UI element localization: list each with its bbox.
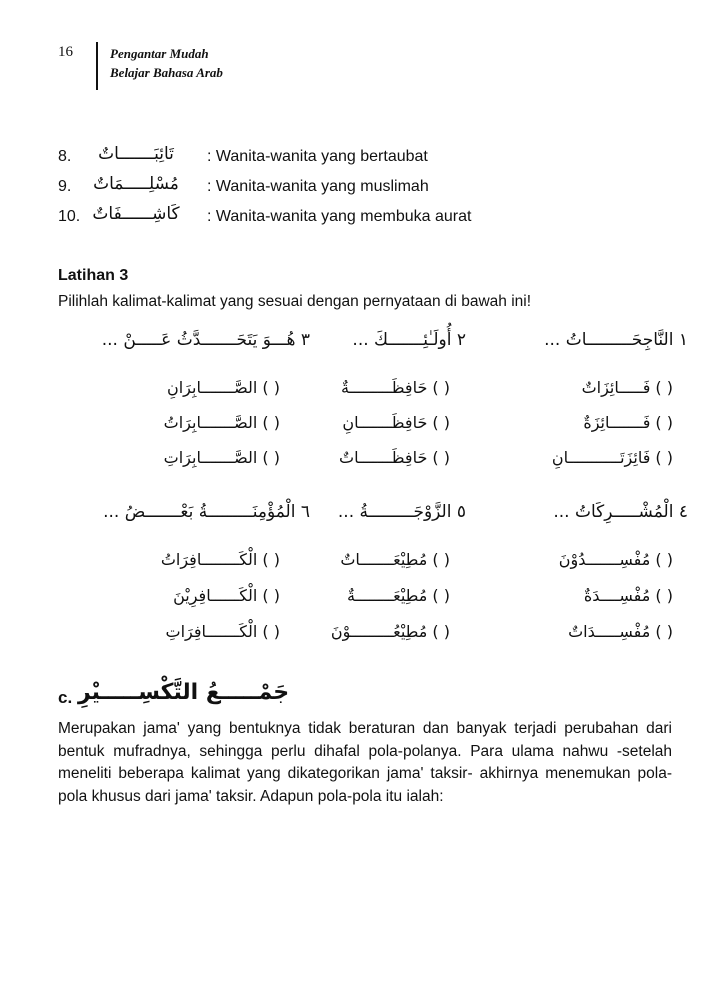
question-2: ٢ أُولَـٰئِـــــــكَ ...: [352, 330, 466, 350]
option[interactable]: ( ) الْكَــــــافِرِيْنَ: [173, 586, 280, 605]
option[interactable]: ( ) فَـــــائِزَاتٌ: [581, 378, 673, 397]
option[interactable]: ( ) مُطِيْعَــــــــةٌ: [347, 586, 450, 605]
vocab-meaning: : Wanita-wanita yang muslimah: [207, 178, 429, 195]
page-number: 16: [58, 44, 73, 60]
option[interactable]: ( ) فَائِزَتَـــــــــــانِ: [551, 448, 673, 467]
section-letter: c.: [58, 688, 73, 707]
vocab-number: 10.: [58, 208, 81, 225]
option[interactable]: ( ) حَافِظَـــــــاتٌ: [339, 448, 450, 467]
option[interactable]: ( ) الصَّـــــــابِرَاتِ: [163, 448, 280, 467]
option[interactable]: ( ) مُطِيْعَـــــــاتٌ: [340, 550, 450, 569]
vocab-meaning: : Wanita-wanita yang bertaubat: [207, 148, 428, 165]
vocab-arabic: تَائِبَـــــــاتٌ: [98, 144, 174, 164]
question-3: ٣ هُـــوَ يَتَحَـــــــدَّثُ عَـــــنْ ...: [101, 330, 310, 350]
section-paragraph: Merupakan jama' yang bentuknya tidak beraturan dan banyak terjadi perubahan dari bentuk mufradnya, sehingga perlu dihafal pola-polanya. Para ulama nahwu -setelah meneliti beberapa kalimat yang dikategorikan jama' taksir- akhirnya menemukan pola-pola khusus dari jama' taksir. Adapun pola-pola itu ialah:: [58, 720, 672, 805]
vocab-arabic: كَاشِــــــفَاتٌ: [92, 204, 180, 224]
option[interactable]: ( ) مُفْسِـــــــدُوْنَ: [558, 550, 673, 569]
option[interactable]: ( ) حَافِظَـــــــــةٌ: [341, 378, 450, 397]
vocab-arabic: مُسْلِـــــمَاتٌ: [93, 174, 179, 194]
option[interactable]: ( ) الصَّـــــــابِرَاتُ: [163, 413, 280, 432]
vocab-number: 9.: [58, 178, 72, 195]
question-4: ٤ الْمُشْـــــرِكَاتُ ...: [553, 502, 688, 522]
vocab-number: 8.: [58, 148, 72, 165]
section-title-arabic: جَمْـــــعُ التَّكْسِـــــيْرِ: [78, 680, 290, 705]
question-6: ٦ الْمُؤْمِنَـــــــــةُ بَعْـــــــضُ ...: [103, 502, 310, 522]
header-divider: [96, 42, 98, 90]
option[interactable]: ( ) الْكَـــــــافِرَاتِ: [165, 622, 280, 641]
book-title-line2: Belajar Bahasa Arab: [110, 65, 223, 80]
question-5: ٥ الزَّوْجَـــــــــةُ ...: [337, 502, 466, 522]
option[interactable]: ( ) فَـــــــائِزَةٌ: [583, 413, 673, 432]
book-title-line1: Pengantar Mudah: [110, 46, 209, 61]
exercise-heading: Latihan 3: [58, 267, 129, 284]
option[interactable]: ( ) حَافِظَـــــــانِ: [342, 413, 450, 432]
option[interactable]: ( ) مُفْسِـــــدَاتٌ: [568, 622, 673, 641]
option[interactable]: ( ) الصَّـــــــابِرَانِ: [166, 378, 280, 397]
option[interactable]: ( ) الْكَــــــــافِرَاتُ: [160, 550, 280, 569]
option[interactable]: ( ) مُطِيْعُـــــــــوْنَ: [330, 622, 450, 641]
exercise-instruction: Pilihlah kalimat-kalimat yang sesuai dengan pernyataan di bawah ini!: [58, 293, 532, 310]
vocab-meaning: : Wanita-wanita yang membuka aurat: [207, 208, 472, 225]
option[interactable]: ( ) مُفْسِــــدَةٌ: [583, 586, 673, 605]
book-title: [110, 44, 223, 82]
question-1: ١ النَّاجِحَـــــــــاتُ ...: [544, 330, 688, 350]
